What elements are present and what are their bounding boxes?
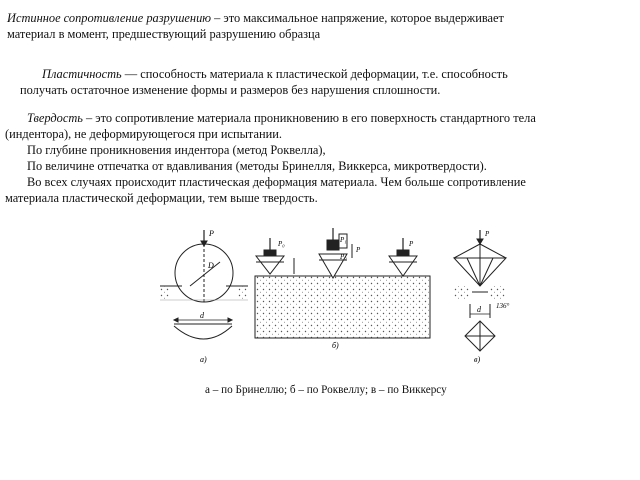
term-plasticity: Пластичность	[42, 67, 122, 81]
figure-caption: а – по Бринеллю; б – по Роквеллу; в – по Виккерсу	[205, 384, 447, 396]
term-fracture-resistance: Истинное сопротивление разрушению	[7, 11, 212, 25]
para2-line1: — способность материала к пластической деформации, т.е. способность	[121, 67, 508, 81]
dimension-d-label-c: d	[477, 305, 481, 314]
para1-line1: – это максимальное напряжение, которое выдерживает	[211, 11, 504, 25]
force-label-p1: P₁	[340, 236, 347, 244]
force-label-b3: P	[409, 240, 414, 248]
para3-line1: – это сопротивление материала проникновению в его поверхность стандартного тела	[82, 111, 536, 125]
force-label-p0: P₀	[278, 240, 285, 248]
hardness-test-figure	[160, 228, 520, 378]
para3-line2: (индентора), не деформирующегося при испытании.	[5, 127, 282, 141]
force-label-b: P	[356, 246, 361, 254]
force-label-a: P	[209, 229, 214, 238]
angle-label: 136°	[496, 302, 510, 310]
diameter-D-label: D	[208, 261, 214, 270]
para3-line6: материала пластической деформации, тем выше твердость.	[5, 191, 318, 205]
panel-label-a: а)	[200, 355, 207, 364]
paragraph-fracture-resistance	[7, 10, 504, 42]
para3-line3: По глубине проникновения индентора (метод Роквелла),	[27, 143, 326, 157]
para2-line2: получать остаточное изменение формы и размеров без нарушения сплошности.	[20, 83, 441, 97]
paragraph-plasticity	[20, 66, 508, 98]
paragraph-hardness	[5, 110, 536, 206]
dimension-d-label-a: d	[200, 311, 204, 320]
term-hardness: Твердость	[27, 111, 83, 125]
vickers-diagram	[454, 230, 506, 351]
panel-label-b: б)	[332, 341, 339, 350]
para3-line4: По величине отпечатка от вдавливания (методы Бринелля, Виккерса, микротвердости).	[27, 159, 487, 173]
panel-label-c: в)	[474, 355, 481, 364]
force-label-c: P	[485, 230, 490, 238]
force-label-p2: P₂	[340, 253, 347, 261]
brinell-ball-diagram	[160, 230, 248, 339]
para1-line2: материал в момент, предшествующий разрушению образца	[7, 27, 321, 41]
para3-line5: Во всех случаях происходит пластическая деформация материала. Чем больше сопротивление	[27, 175, 526, 189]
